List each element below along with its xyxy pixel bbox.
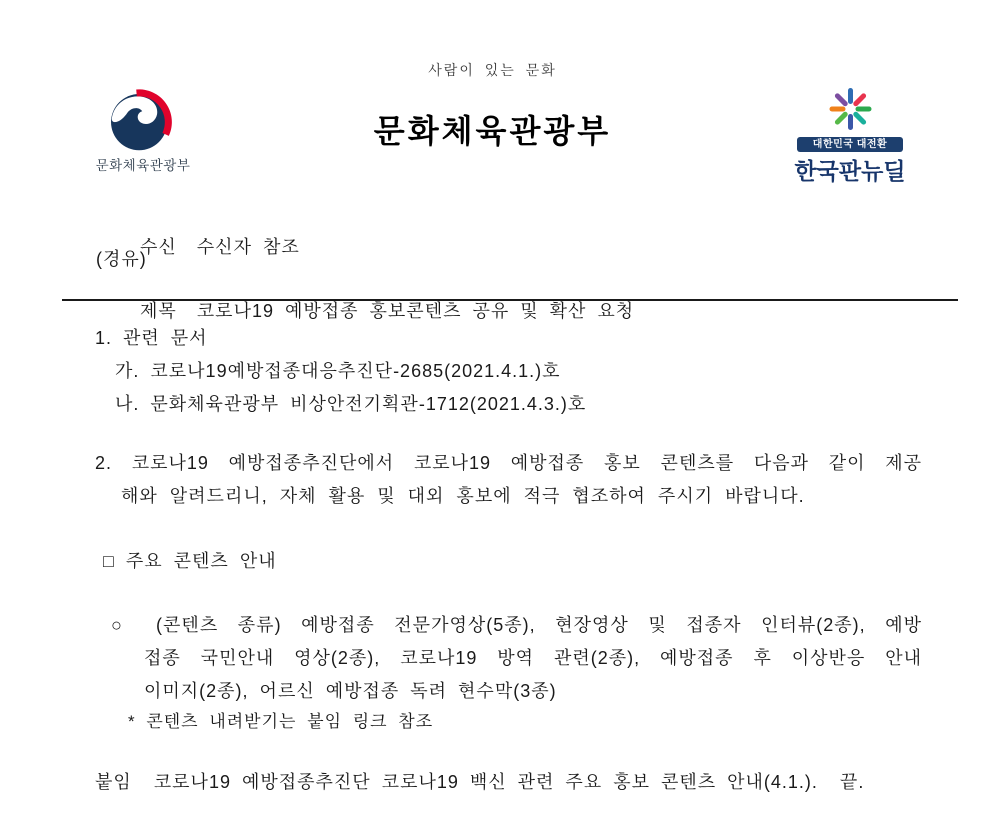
attachment-line: 붙임 코로나19 예방접종추진단 코로나19 백신 관련 주요 홍보 콘텐츠 안내(4.1.). 끝. (95, 772, 865, 792)
government-emblem-icon (104, 86, 182, 152)
content-types-line1: ○ (콘텐츠 종류) 예방접종 전문가영상(5종), 현장영상 및 접종자 인터뷰(2종), 예방 (111, 615, 922, 635)
section-heading: □ 주요 콘텐츠 안내 (103, 551, 277, 571)
newdeal-logo (791, 82, 909, 186)
newdeal-asterisk-icon (822, 82, 878, 136)
newdeal-label: 한국판뉴딜 (794, 158, 906, 184)
request-paragraph-line2: 해와 알려드리니, 자체 활용 및 대외 홍보에 적극 협조하여 주시기 바랍니다. (121, 486, 805, 506)
request-paragraph-line1: 2. 코로나19 예방접종추진단에서 코로나19 예방접종 홍보 콘텐츠를 다음과 같이 제공 (95, 453, 922, 473)
via-line: (경유) (96, 249, 147, 269)
recipient-label: 수신 (140, 237, 177, 257)
newdeal-badge: 대한민국 대전환 (797, 137, 903, 152)
ministry-logo-label: 문화체육관광부 (95, 158, 191, 173)
subject-value: 코로나19 예방접종 홍보콘텐츠 공유 및 확산 요청 (196, 301, 635, 321)
subject-label: 제목 (140, 301, 177, 321)
related-docs-heading: 1. 관련 문서 (95, 328, 208, 348)
ministry-slogan: 사람이 있는 문화 (428, 62, 557, 78)
related-doc-a: 가. 코로나19예방접종대응추진단-2685(2021.4.1.)호 (115, 361, 561, 381)
ministry-title: 문화체육관광부 (373, 113, 612, 149)
content-types-line3: 이미지(2종), 어르신 예방접종 독려 현수막(3종) (144, 681, 557, 701)
subject-divider (62, 299, 958, 301)
related-doc-b: 나. 문화체육관광부 비상안전기획관-1712(2021.4.3.)호 (115, 394, 587, 414)
download-note: * 콘텐츠 내려받기는 붙임 링크 참조 (128, 712, 434, 731)
content-types-line2: 접종 국민안내 영상(2종), 코로나19 방역 관련(2종), 예방접종 후 이상반응 안내 (144, 648, 922, 668)
recipient-value: 수신자 참조 (196, 237, 300, 257)
ministry-logo (88, 86, 198, 174)
